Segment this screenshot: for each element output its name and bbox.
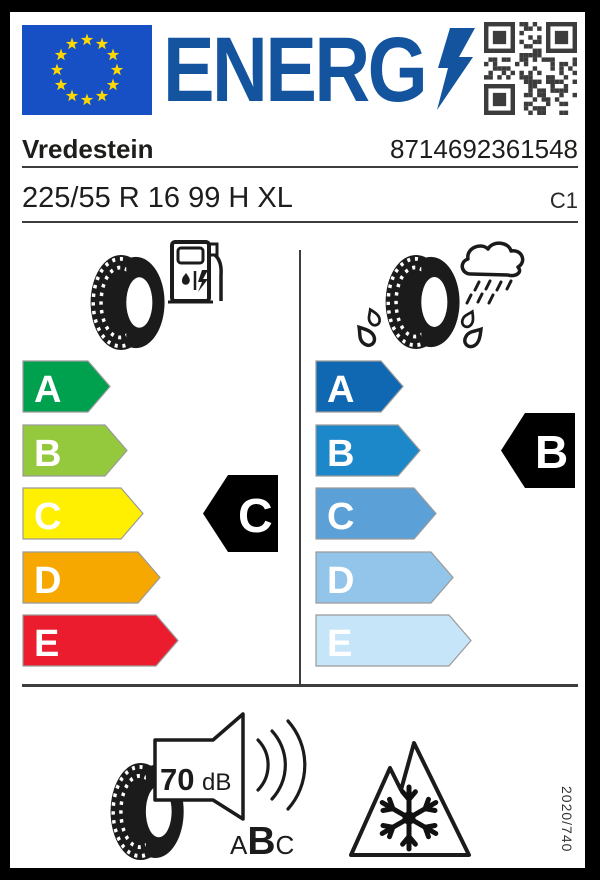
fuel_efficiency-class-row-D [22,551,162,604]
wet_grip-class-letter-E: E [327,623,353,665]
fuel-efficiency-scale [22,360,212,670]
border-top [0,0,600,12]
column-divider [299,250,301,685]
external-noise-icon [100,702,330,867]
wet_grip-class-row-B [315,424,422,477]
wet-grip-scale [315,360,505,670]
border-right [585,0,600,880]
wet_grip-class-row-C [315,487,438,540]
regulation-number: 2020/740 [559,786,575,853]
wet_grip-class-letter-D: D [327,560,355,602]
divider-3 [22,684,578,687]
noise-class-letters: ABC [230,820,295,863]
fuel_efficiency-class-row-C [22,487,145,540]
fuel_efficiency-class-letter-D: D [34,560,62,602]
energ-logo [163,19,483,121]
fuel-pump-icon [168,242,221,302]
fuel_efficiency-class-row-E [22,614,180,667]
wet-grip-icon [355,230,535,350]
rain-cloud-icon [462,243,522,303]
noise-value: 70 [160,762,195,797]
wet_grip-class-row-A [315,360,405,413]
wet-grip-selected-class-letter: B [535,426,569,478]
qr-code [484,22,577,115]
tyre-class: C1 [549,188,578,213]
wet_grip-class-letter-A: A [327,369,355,411]
fuel-selected-class-letter: C [238,490,273,543]
fuel_efficiency-class-letter-B: B [34,433,62,475]
wet_grip-class-letter-C: C [327,496,355,538]
fuel_efficiency-class-row-B [22,424,129,477]
tire-icon [386,255,460,349]
noise-unit: dB [202,769,232,796]
wet_grip-class-row-E [315,614,473,667]
fuel-selected-class-indicator [202,474,280,553]
fuel_efficiency-class-letter-C: C [34,496,62,538]
wet-grip-selected-class-indicator [500,412,577,489]
snow-grip-3pmsf-icon [345,733,475,861]
fuel-efficiency-icon [78,228,228,353]
lightning-bolt-icon [437,28,475,110]
fuel_efficiency-class-row-A [22,360,112,413]
wet_grip-class-letter-B: B [327,433,355,475]
wet_grip-class-row-D [315,551,455,604]
divider-1 [22,166,578,168]
energ-logo-text: ENERG [163,19,426,121]
border-bottom [0,868,600,880]
tyre-size-designation: 225/55 R 16 99 H XL [22,182,293,214]
tire-icon [91,255,165,350]
border-left [0,0,10,880]
fuel_efficiency-class-letter-A: A [34,369,62,411]
fuel_efficiency-class-letter-E: E [34,623,60,665]
barcode-number: 8714692361548 [390,134,578,164]
divider-2 [22,221,578,223]
sound-waves-icon [258,721,305,809]
brand-name: Vredestein [22,134,154,164]
eu-flag [22,25,152,115]
